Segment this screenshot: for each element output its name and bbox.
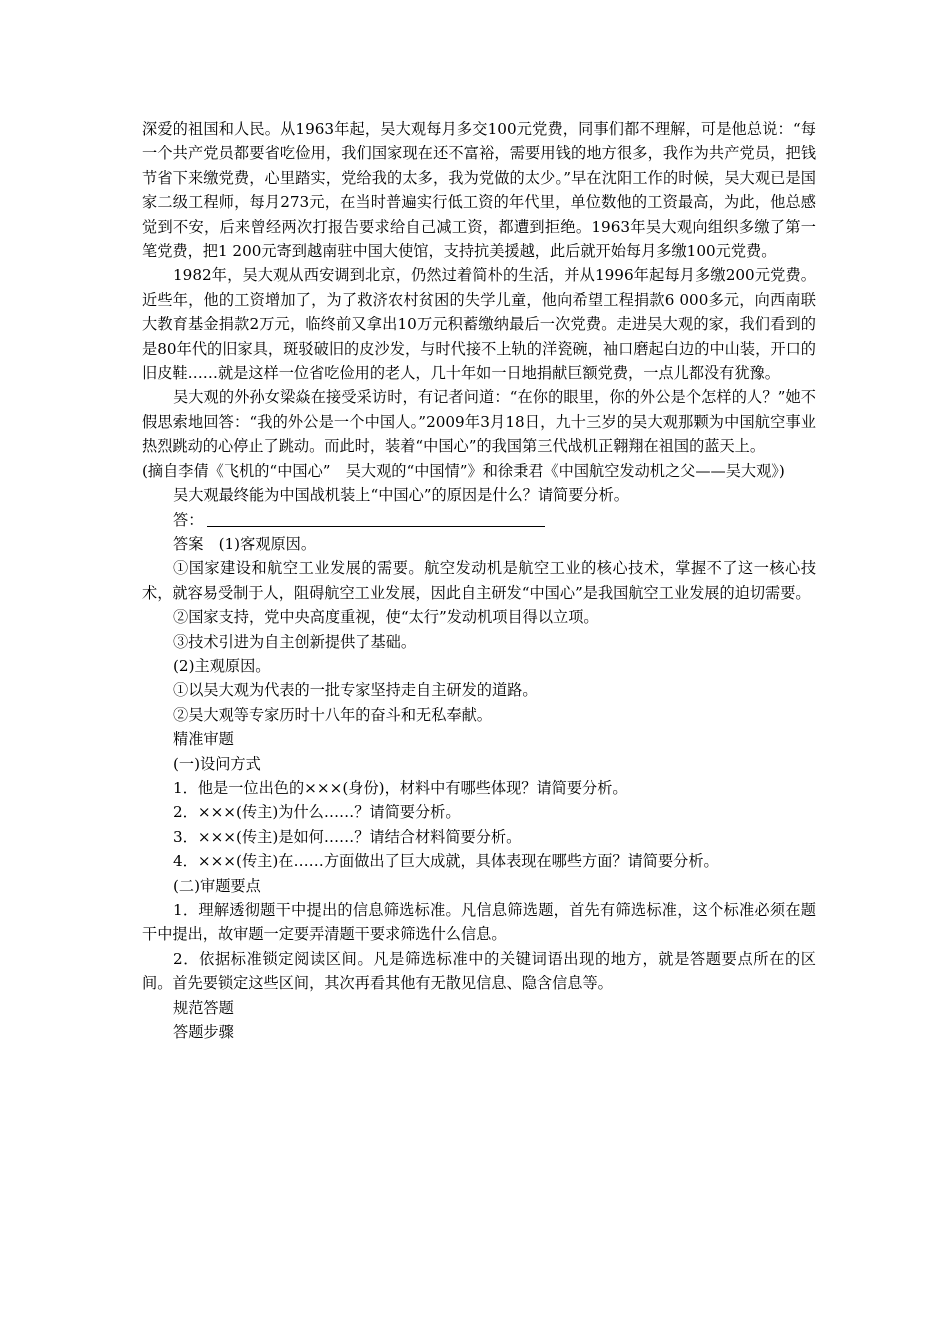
answer-objective-3: ③技术引进为自主创新提供了基础。: [173, 632, 416, 651]
answer-objective-2: ②国家支持，党中央高度重视，使“太行”发动机项目得以立项。: [173, 608, 599, 627]
standard-subtitle: 答题步骤: [173, 1023, 234, 1042]
answer-prompt-row: [142, 508, 816, 532]
precise-section-1: (一)设问方式: [173, 754, 261, 773]
standard-title: 规范答题: [173, 998, 234, 1017]
question-type-4: 4．×××(传主)在……方面做出了巨大成就，具体表现在哪些方面？请简要分析。: [173, 852, 719, 871]
question-type-2: 2．×××(传主)为什么……？请简要分析。: [173, 803, 461, 822]
precise-title: 精准审题: [173, 730, 234, 749]
answer-subjective-1: ①以吴大观为代表的一批专家坚持走自主研发的道路。: [173, 681, 538, 700]
key-point-1: 1．理解透彻题干中提出的信息筛选标准。凡信息筛选题，首先有筛选标准，这个标准必须在题干中提出，故审题一定要弄清题干要求筛选什么信息。: [142, 901, 816, 944]
passage-paragraph-1: 深爱的祖国和人民。从1963年起，吴大观每月多交100元党费，同事们都不理解，可是他总说：“每一个共产党员都要省吃俭用，我们国家现在还不富裕，需要用钱的地方很多，我作为共产党员，把钱节省下来缴党费，心里踏实，党给我的太多，我为党做的太少。”早在沈阳工作的时候，吴大观已是国家二级工程师，每月273元，在当时普遍实行低工资的年代里，单位数他的工资最高，为此，他总感觉到不安，后来曾经两次打报告要求给自己减工资，都遭到拒绝。1963年吴大观向组织多缴了第一笔党费，把1 200元寄到越南驻中国大使馆，支持抗美援越，此后就开始每月多缴100元党费。: [142, 120, 816, 261]
question-type-3: 3．×××(传主)是如何……？请结合材料简要分析。: [173, 827, 522, 846]
question-type-1: 1．他是一位出色的×××(身份)，材料中有哪些体现？请简要分析。: [173, 778, 628, 797]
answer-prompt: 答：: [173, 510, 204, 529]
answer-objective-1: ①国家建设和航空工业发展的需要。航空发动机是航空工业的核心技术，掌握不了这一核心技术，就容易受制于人，阻碍航空工业发展，因此自主研发“中国心”是我国航空工业发展的迫切需要。: [142, 559, 816, 602]
answer-subjective-header: (2)主观原因。: [173, 656, 271, 675]
answer-subjective-2: ②吴大观等专家历时十八年的奋斗和无私奉献。: [173, 705, 492, 724]
question-text: 吴大观最终能为中国战机装上“中国心”的原因是什么？请简要分析。: [173, 486, 629, 505]
answer-blank-line[interactable]: [207, 510, 545, 527]
passage-paragraph-2: 1982年，吴大观从西安调到北京，仍然过着简朴的生活，并从1996年起每月多缴200元党费。近些年，他的工资增加了，为了救济农村贫困的失学儿童，他向希望工程捐款6 000多元，向西南联大教育基金捐款2万元，临终前又拿出10万元积蓄缴纳最后一次党费。走进吴大观的家，我们看到的是80年代的旧家具，斑驳破旧的皮沙发，与时代接不上轨的洋瓷碗，袖口磨起白边的中山装，开口的旧皮鞋……就是这样一位省吃俭用的老人，几十年如一日地捐献巨额党费，一点儿都没有犹豫。: [142, 266, 816, 383]
answer-header: 答案 (1)客观原因。: [173, 534, 317, 553]
key-point-2: 2．依据标准锁定阅读区间。凡是筛选标准中的关键词语出现的地方，就是答题要点所在的区间。首先要锁定这些区间，其次再看其他有无散见信息、隐含信息等。: [142, 949, 816, 993]
document-page: [142, 117, 816, 1044]
source-citation: (摘自李倩《飞机的“中国心” 吴大观的“中国情”》和徐秉君《中国航空发动机之父——吴大观》): [142, 461, 785, 480]
passage-paragraph-3: 吴大观的外孙女梁焱在接受采访时，有记者问道：“在你的眼里，你的外公是个怎样的人？”她不假思索地回答：“我的外公是一个中国人。”2009年3月18日，九十三岁的吴大观那颗为中国航空事业热烈跳动的心停止了跳动。而此时，装着“中国心”的我国第三代战机正翱翔在祖国的蓝天上。: [142, 388, 816, 456]
precise-section-2: (二)审题要点: [173, 876, 261, 895]
